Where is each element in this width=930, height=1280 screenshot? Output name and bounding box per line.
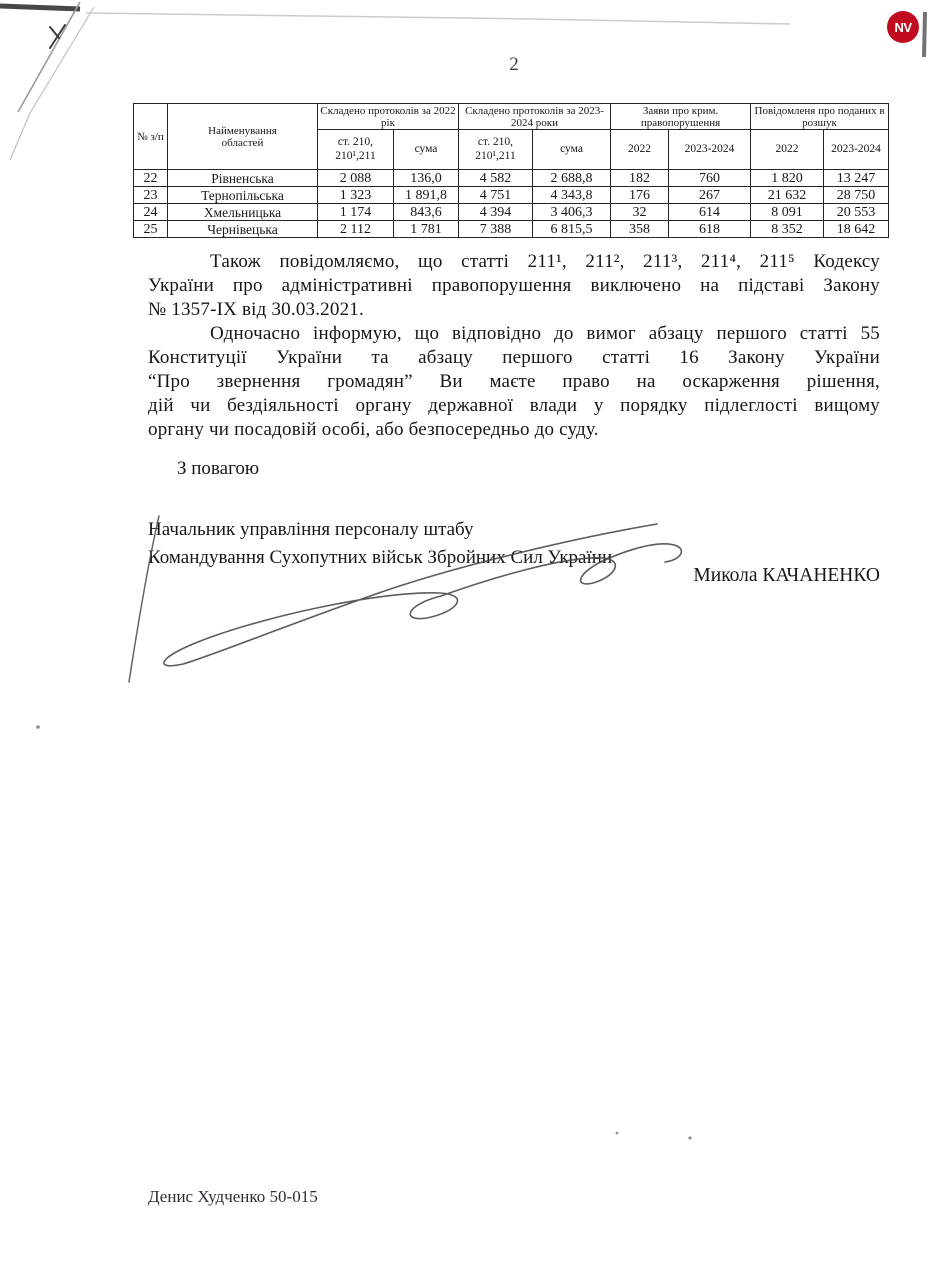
nv-logo-text: NV (894, 19, 912, 35)
paragraph-2-line: Конституції України та абзацу першого статті 16 Закону України (148, 347, 880, 368)
sub-header-article: ст. 210, 210¹,211 (318, 130, 394, 170)
col-header-region-label: Найменування областей (208, 124, 277, 149)
table-cell: 21 632 (751, 187, 824, 204)
signatory-title-line1: Начальник управління персоналу штабу (148, 519, 474, 540)
nv-logo (887, 11, 919, 43)
paragraph-1-line: Також повідомляємо, що статті 211¹, 211², 211³, 211⁴, 211⁵ Кодексу (210, 251, 880, 272)
table-cell: 32 (611, 204, 669, 221)
executor-contact: Денис Худченко 50-015 (148, 1187, 318, 1206)
table-cell: 4 394 (459, 204, 533, 221)
page-number: 2 (509, 54, 519, 75)
paragraph-2-line: Одночасно інформую, що відповідно до вимог абзацу першого статті 55 (210, 323, 880, 344)
sub-header-suma: сума (394, 130, 459, 170)
paragraph-1-line: України про адміністративні правопорушення виключено на підставі Закону (148, 275, 880, 296)
table-cell: 1 323 (318, 187, 394, 204)
table-cell: 618 (669, 221, 751, 238)
table-cell: 843,6 (394, 204, 459, 221)
table-cell: 760 (669, 170, 751, 187)
table-cell: Хмельницька (168, 204, 318, 221)
table-cell: 2 088 (318, 170, 394, 187)
table-cell: 23 (134, 187, 168, 204)
paragraph-2-line: “Про звернення громадян” Ви маєте право на оскарження рішення, (148, 371, 880, 392)
table-cell: 4 751 (459, 187, 533, 204)
table-cell: 13 247 (824, 170, 889, 187)
table-cell: 25 (134, 221, 168, 238)
table-cell: 18 642 (824, 221, 889, 238)
table-cell: 2 688,8 (533, 170, 611, 187)
table-row (134, 170, 889, 187)
sub-header-article: ст. 210, 210¹,211 (459, 130, 533, 170)
table-row (134, 221, 889, 238)
signatory-title (148, 516, 612, 571)
col-header-region (168, 104, 318, 170)
table-cell: Рівненська (168, 170, 318, 187)
sub-header-2022: 2022 (611, 130, 669, 170)
table-cell: 1 174 (318, 204, 394, 221)
col-header-group-criminal-claims: Заяви про крим. правопорушення (611, 104, 751, 130)
table-cell: 8 352 (751, 221, 824, 238)
col-header-group-protocols-2022: Складено протоколів за 2022 рік (318, 104, 459, 130)
table-cell: 24 (134, 204, 168, 221)
table-cell: 136,0 (394, 170, 459, 187)
col-header-group-protocols-2023-2024: Складено протоколів за 2023-2024 роки (459, 104, 611, 130)
col-header-group-wanted-notices: Повідомленя про поданих в розшук (751, 104, 889, 130)
table-body (134, 170, 889, 238)
table-row (134, 187, 889, 204)
table-cell: 1 891,8 (394, 187, 459, 204)
table-cell: 20 553 (824, 204, 889, 221)
table-cell: 267 (669, 187, 751, 204)
table-cell: 4 582 (459, 170, 533, 187)
signatory-title-line2: Командування Сухопутних військ Збройних Сил України (148, 546, 613, 568)
table-cell: 7 388 (459, 221, 533, 238)
paragraph-2-line: дій чи бездіяльності органу державної влади у порядку підлеглості вищому (148, 395, 880, 416)
table-cell: 8 091 (751, 204, 824, 221)
table-cell: 176 (611, 187, 669, 204)
sub-header-2023-2024: 2023-2024 (669, 130, 751, 170)
signatory-name: Микола КАЧАНЕНКО (693, 565, 880, 586)
table-row (134, 204, 889, 221)
table-cell: Чернівецька (168, 221, 318, 238)
col-header-num: № з/п (134, 104, 168, 170)
table-cell: 182 (611, 170, 669, 187)
table-cell: 6 815,5 (533, 221, 611, 238)
sub-header-suma: сума (533, 130, 611, 170)
sub-header-2022: 2022 (751, 130, 824, 170)
table-cell: 1 781 (394, 221, 459, 238)
salutation: З повагою (177, 458, 260, 479)
paragraph-1-line: № 1357-IX від 30.03.2021. (148, 299, 364, 320)
sub-header-2023-2024: 2023-2024 (824, 130, 889, 170)
table-cell: 2 112 (318, 221, 394, 238)
table-cell: 3 406,3 (533, 204, 611, 221)
table-cell: Тернопільська (168, 187, 318, 204)
statistics-table (133, 103, 889, 238)
table-cell: 22 (134, 170, 168, 187)
table-cell: 614 (669, 204, 751, 221)
table-cell: 28 750 (824, 187, 889, 204)
table-cell: 1 820 (751, 170, 824, 187)
table-cell: 4 343,8 (533, 187, 611, 204)
paragraph-2-line: органу чи посадовій особі, або безпосередньо до суду. (148, 419, 599, 440)
table-cell: 358 (611, 221, 669, 238)
